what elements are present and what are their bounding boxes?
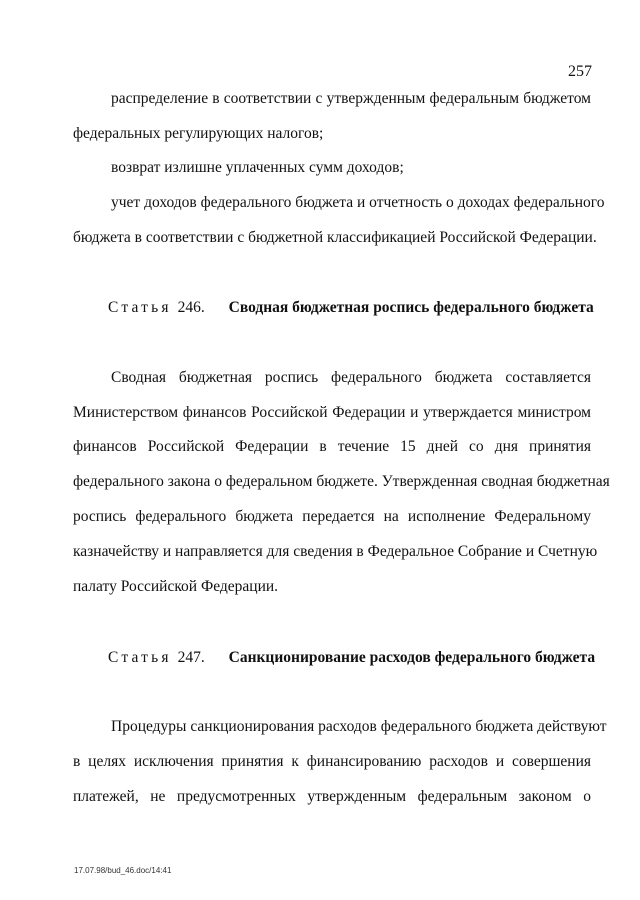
paragraph-line: возврат излишне уплаченных сумм доходов;: [111, 159, 404, 176]
article-heading-247: [108, 648, 595, 668]
article-label: Статья: [108, 649, 172, 666]
article-number: 247.: [177, 649, 205, 666]
paragraph-line: финансов Российской Федерации в течение 15 дней со дня принятия: [73, 438, 591, 455]
article-label: Статья: [108, 299, 172, 316]
paragraph-line: федерального закона о федеральном бюджете. Утвержденная сводная бюджетная: [73, 473, 610, 490]
paragraph-line: в целях исключения принятия к финансированию расходов и совершения: [73, 753, 591, 770]
paragraph-line: распределение в соответствии с утвержденным федеральным бюджетом: [111, 90, 591, 107]
paragraph-line: Сводная бюджетная роспись федерального бюджета составляется: [111, 369, 591, 386]
article-heading-246: [108, 298, 594, 318]
footer-file-stamp: 17.07.98/bud_46.doc/14:41: [74, 866, 172, 875]
article-title: Сводная бюджетная роспись федерального бюджета: [228, 299, 594, 316]
paragraph-line: учет доходов федерального бюджета и отчетность о доходах федерального: [111, 194, 605, 211]
paragraph-line: федеральных регулирующих налогов;: [73, 125, 324, 142]
paragraph-line: казначейству и направляется для сведения в Федеральное Собрание и Счетную: [73, 543, 598, 560]
paragraph-line: Министерством финансов Российской Федерации и утверждается министром: [73, 404, 591, 421]
article-number: 246.: [177, 299, 205, 316]
article-title: Санкционирование расходов федерального бюджета: [228, 649, 596, 666]
paragraph-line: роспись федерального бюджета передается на исполнение Федеральному: [73, 508, 591, 525]
paragraph-line: палату Российской Федерации.: [73, 578, 279, 595]
paragraph-line: бюджета в соответствии с бюджетной классификацией Российской Федерации.: [73, 229, 597, 246]
paragraph-line: платежей, не предусмотренных утвержденным федеральным законом о: [73, 788, 591, 805]
page-number: 257: [568, 63, 592, 80]
paragraph-line: Процедуры санкционирования расходов федерального бюджета действуют: [111, 718, 607, 735]
